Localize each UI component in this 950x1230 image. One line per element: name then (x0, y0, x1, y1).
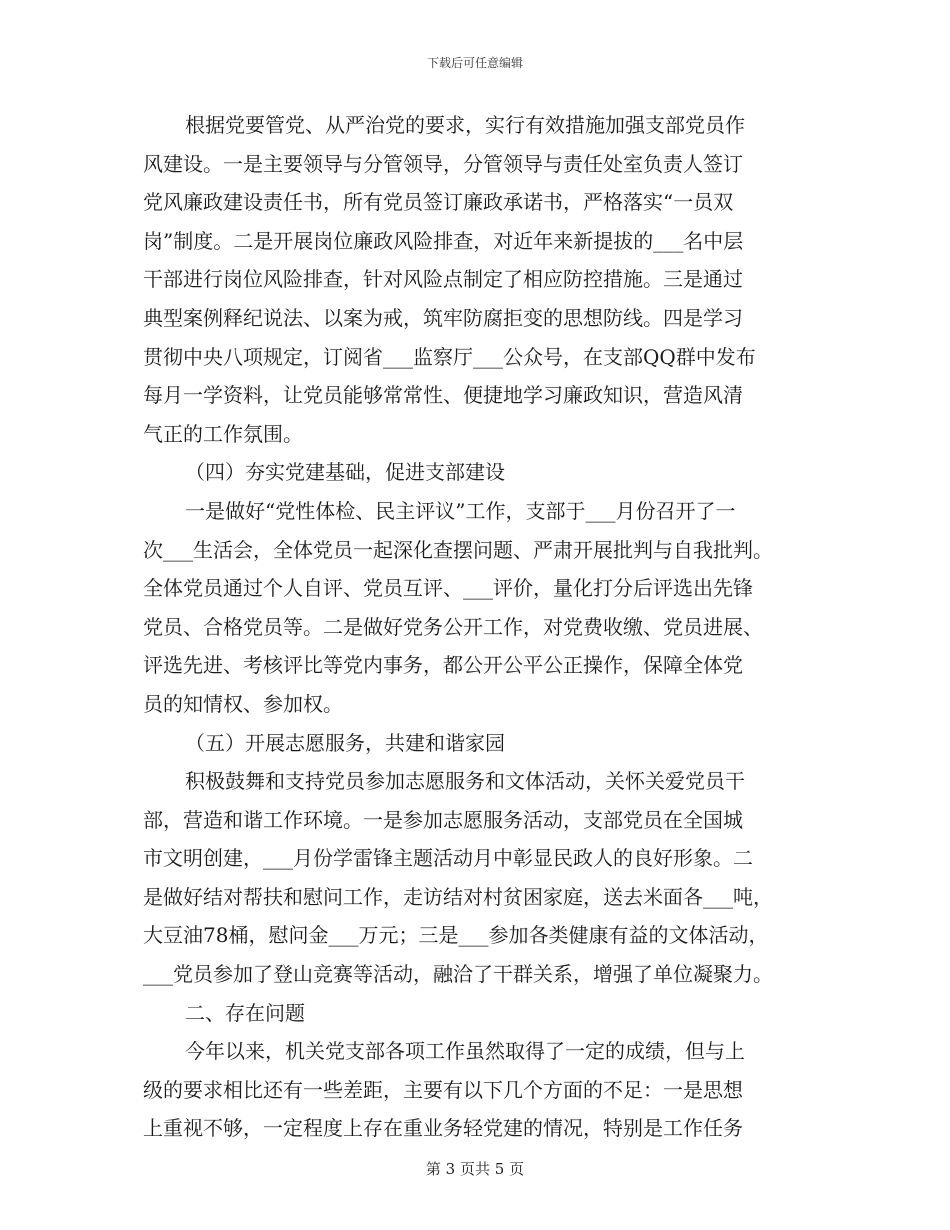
text-line: 评选先进、考核评比等党内事务，都公开公平公正操作，保障全体党 (143, 653, 743, 678)
text-line: ___党员参加了登山竞赛等活动，融洽了干群关系，增强了单位凝聚力。 (143, 962, 773, 987)
page-header: 下载后可任意编辑 (426, 56, 523, 70)
text-line: 上重视不够，一定程度上存在重业务轻党建的情况，特别是工作任务 (143, 1116, 743, 1141)
text-line: （四）夯实党建基础，促进支部建设 (185, 460, 505, 485)
text-line: 次___生活会，全体党员一起深化查摆问题、严肃开展批判与自我批判。 (143, 537, 773, 562)
document-body (143, 106, 813, 1148)
text-line: 干部进行岗位风险排查，针对风险点制定了相应防控措施。三是通过 (143, 267, 743, 292)
text-line: 岗”制度。二是开展岗位廉政风险排查，对近年来新提拔的___名中层 (143, 228, 744, 253)
text-line: 全体党员通过个人自评、党员互评、___评价，量化打分后评选出先锋 (143, 576, 753, 601)
text-line: 党风廉政建设责任书，所有党员签订廉政承诺书，严格落实“一员双 (143, 190, 734, 215)
text-line: 贯彻中央八项规定，订阅省___监察厅___公众号，在支部QQ群中发布 (143, 344, 756, 369)
text-line: 风建设。一是主要领导与分管领导，分管领导与责任处室负责人签订 (143, 151, 743, 176)
text-line: 员的知情权、参加权。 (143, 691, 343, 716)
text-line: 根据党要管党、从严治党的要求，实行有效措施加强支部党员作 (185, 113, 745, 137)
text-line: 党员、合格党员等。二是做好党务公开工作，对党费收缴、党员进展、 (143, 614, 763, 639)
text-line: 是做好结对帮扶和慰问工作，走访结对村贫困家庭，送去米面各___吨， (143, 884, 773, 909)
text-line: 每月一学资料，让党员能够常常性、便捷地学习廉政知识，营造风清 (143, 383, 743, 408)
page-number: 第 3 页共 5 页 (425, 1160, 525, 1178)
text-line: 部，营造和谐工作环境。一是参加志愿服务活动，支部党员在全国城 (143, 807, 743, 832)
text-line: 今年以来，机关党支部各项工作虽然取得了一定的成绩，但与上 (185, 1039, 745, 1064)
text-line: 气正的工作氛围。 (143, 421, 303, 446)
text-line: 大豆油78桶，慰问金___万元；三是___参加各类健康有益的文体活动， (143, 923, 769, 948)
text-line: 市文明创建，___月份学雷锋主题活动月中彰显民政人的良好形象。二 (143, 846, 753, 871)
text-line: 二、存在问题 (185, 1000, 305, 1025)
text-line: 一是做好“党性体检、民主评议”工作，支部于___月份召开了一 (185, 498, 736, 523)
text-line: 积极鼓舞和支持党员参加志愿服务和文体活动，关怀关爱党员干 (185, 769, 745, 794)
text-line: 级的要求相比还有一些差距，主要有以下几个方面的不足：一是思想 (143, 1077, 743, 1102)
text-line: （五）开展志愿服务，共建和谐家园 (185, 730, 505, 755)
text-line: 典型案例释纪说法、以案为戒，筑牢防腐拒变的思想防线。四是学习 (143, 305, 743, 330)
